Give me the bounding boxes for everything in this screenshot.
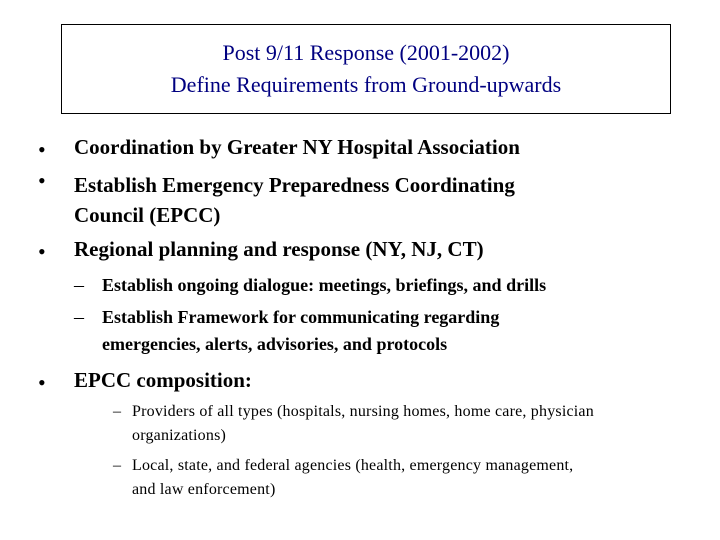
sub-item-3-1-text: Establish ongoing dialogue: meetings, briefings, and drills [102,275,547,295]
sub-item-4-2-text-line-2: and law enforcement) [132,481,276,498]
bullet-icon: • [38,239,46,264]
dash-icon: – [113,457,121,474]
bullet-2-text-line-2: Council (EPCC) [74,203,221,227]
dash-icon: – [74,306,84,328]
bullet-icon: • [38,370,46,395]
bullet-4-text: EPCC composition: [74,368,252,392]
sub-item-4-1-text-line-1: Providers of all types (hospitals, nursing homes, home care, physician [132,403,594,420]
bullet-2-text-line-1: Establish Emergency Preparedness Coordinating [74,173,515,197]
dash-icon: – [113,403,121,420]
sub-item-3-2-text-line-2: emergencies, alerts, advisories, and protocols [102,334,448,354]
sub-item-4-1-text-line-2: organizations) [132,427,227,444]
bullet-icon: • [38,137,46,162]
bullet-icon: • [38,168,46,193]
bullet-3-text: Regional planning and response (NY, NJ, CT) [74,237,484,261]
bullet-1-text: Coordination by Greater NY Hospital Association [74,135,520,159]
slide-title-box [61,24,671,114]
dash-icon: – [74,274,84,296]
slide-title-line-1: Post 9/11 Response (2001-2002) [222,40,510,65]
sub-item-3-2-text-line-1: Establish Framework for communicating regarding [102,307,500,327]
sub-item-4-2-text-line-1: Local, state, and federal agencies (health, emergency management, [132,457,574,474]
slide-title-line-2: Define Requirements from Ground-upwards [170,72,562,97]
